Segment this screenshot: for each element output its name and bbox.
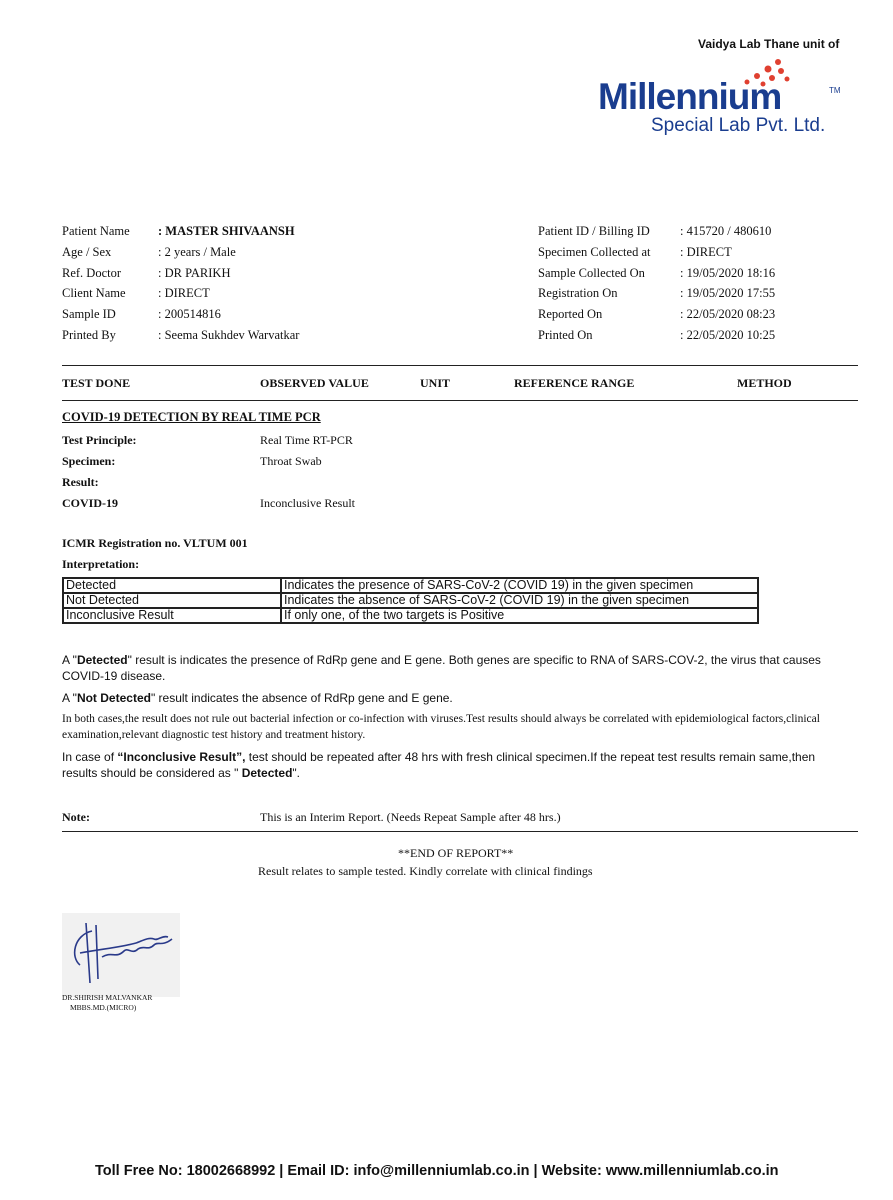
end-of-report: **END OF REPORT** (398, 846, 514, 860)
table-row (63, 593, 758, 608)
info-value: : 200514816 (158, 307, 221, 322)
info-label: Printed By (62, 327, 116, 342)
note-label: Note: (62, 810, 90, 824)
para-bold: Detected (76, 653, 128, 667)
not-detected-paragraph (62, 690, 852, 706)
para-text: " result indicates the absence of RdRp gene and E gene. (150, 691, 453, 705)
info-label: Specimen Collected at (538, 244, 651, 259)
para-bold: “Inconclusive Result”, (117, 750, 246, 764)
info-row (62, 304, 299, 325)
logo-name: Millennium (598, 76, 782, 117)
info-row (538, 304, 775, 325)
info-label: Printed On (538, 327, 593, 342)
divider (62, 400, 858, 401)
info-row (538, 263, 775, 284)
info-label: Sample ID (62, 307, 116, 322)
para-text: ". (292, 766, 300, 780)
divider (62, 831, 858, 832)
header-method: METHOD (737, 376, 792, 390)
para-text: A " (62, 653, 77, 667)
specimen-value: Throat Swab (260, 454, 322, 468)
info-row (62, 283, 299, 304)
footer-contact: Toll Free No: 18002668992 | Email ID: info@millenniumlab.co.in | Website: www.millenniumlab.co.in (95, 1163, 779, 1179)
interp-meaning: Indicates the presence of SARS-CoV-2 (COVID 19) in the given specimen (281, 578, 758, 593)
para-text: A " (62, 691, 77, 705)
para-text: " result is indicates the presence of RdRp gene and E gene. Both genes are specific to RNA of SARS-COV-2, the virus that causes COVID-19 disease. (62, 653, 821, 683)
signature-icon (62, 913, 180, 997)
header-unit: UNIT (420, 376, 451, 390)
interp-result: Not Detected (63, 593, 281, 608)
table-row (63, 578, 758, 593)
interpretation-label: Interpretation: (62, 557, 140, 571)
info-value: : 22/05/2020 08:23 (680, 307, 776, 322)
interp-meaning: Indicates the absence of SARS-CoV-2 (COVID 19) in the given specimen (281, 593, 758, 608)
info-label: Sample Collected On (538, 265, 645, 280)
info-value: : DR PARIKH (158, 265, 231, 280)
info-label: Patient ID / Billing ID (538, 224, 650, 238)
info-label: Age / Sex (62, 244, 112, 259)
para-text: test should be repeated after 48 hrs with fresh clinical specimen.If the repeat test results remain same,then results should be considered as " (62, 750, 816, 780)
signature-image (62, 913, 180, 997)
covid19-result-value: Inconclusive Result (260, 496, 355, 510)
icmr-registration: ICMR Registration no. VLTUM 001 (62, 536, 248, 550)
test-principle-value: Real Time RT-PCR (260, 433, 353, 447)
info-row (538, 283, 775, 304)
info-value: : DIRECT (680, 244, 732, 259)
para-text: In case of (62, 750, 118, 764)
para-bold: Detected (238, 766, 293, 780)
info-row (62, 263, 299, 284)
covid19-label: COVID-19 (62, 496, 118, 510)
header-observed-value: OBSERVED VALUE (260, 376, 369, 390)
table-row (63, 608, 758, 623)
unit-of-text: Vaidya Lab Thane unit of (698, 37, 840, 51)
info-row (538, 325, 775, 346)
inconclusive-paragraph (62, 749, 852, 781)
info-row (62, 325, 299, 346)
info-row (538, 221, 775, 242)
interp-result: Detected (63, 578, 281, 593)
note-text: This is an Interim Report. (Needs Repeat Sample after 48 hrs.) (260, 810, 561, 824)
info-label: Registration On (538, 286, 618, 301)
detected-paragraph (62, 652, 852, 684)
info-value: : 2 years / Male (158, 244, 236, 259)
interp-meaning: If only one, of the two targets is Positive (281, 608, 758, 623)
result-relates-text: Result relates to sample tested. Kindly correlate with clinical findings (258, 864, 593, 878)
header-test-done: TEST DONE (62, 376, 131, 390)
disclaimer-paragraph: In both cases,the result does not rule out bacterial infection or co-infection with viruses.Test results should always be correlated with epidemiological factors,clinical examination,relevant diagnostic test history and treatment history. (62, 713, 820, 741)
info-value: : Seema Sukhdev Warvatkar (158, 327, 300, 342)
info-row (62, 221, 299, 242)
info-value: : DIRECT (158, 286, 210, 301)
info-value: : 19/05/2020 17:55 (680, 286, 776, 301)
info-row (62, 242, 299, 263)
interpretation-table (62, 577, 759, 624)
logo-trademark: TM (829, 86, 841, 95)
signatory (62, 993, 152, 1013)
patient-name-value: : MASTER SHIVAANSH (158, 224, 295, 238)
info-value: : 22/05/2020 10:25 (680, 327, 776, 342)
info-row (538, 242, 775, 263)
test-title: COVID-19 DETECTION BY REAL TIME PCR (62, 410, 321, 424)
logo-subtitle: Special Lab Pvt. Ltd. (651, 115, 826, 136)
signatory-name: DR.SHIRISH MALVANKAR (62, 993, 153, 1002)
info-label: Ref. Doctor (62, 265, 122, 280)
interp-result: Inconclusive Result (63, 608, 281, 623)
info-label: Client Name (62, 286, 126, 301)
info-label: Reported On (538, 307, 603, 322)
test-principle-label: Test Principle: (62, 433, 137, 447)
specimen-label: Specimen: (62, 454, 116, 468)
info-label: Patient Name (62, 224, 130, 238)
info-value: : 19/05/2020 18:16 (680, 265, 776, 280)
patient-info-left (62, 221, 299, 346)
info-value: : 415720 / 480610 (680, 224, 772, 238)
patient-info-right (538, 221, 775, 346)
signatory-qualification: MBBS.MD.(MICRO) (70, 1003, 137, 1012)
header-reference-range: REFERENCE RANGE (514, 376, 635, 390)
result-label: Result: (62, 475, 99, 489)
para-bold: Not Detected (76, 691, 151, 705)
divider (62, 365, 858, 366)
